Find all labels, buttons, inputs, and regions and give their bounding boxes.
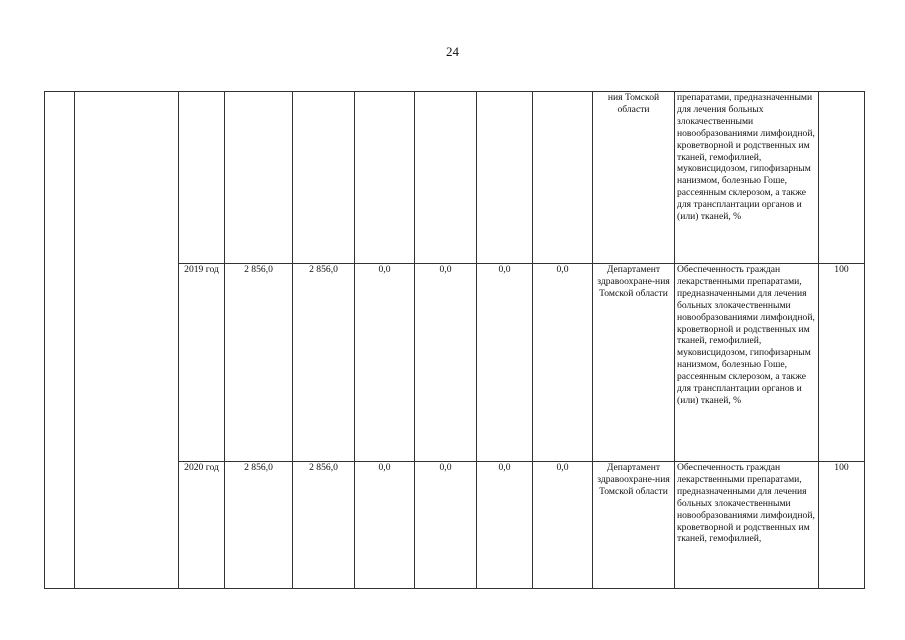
cell-year: 2020 год bbox=[179, 462, 225, 589]
cell-total: 2 856,0 bbox=[225, 462, 293, 589]
table-row bbox=[45, 92, 865, 264]
cell-local bbox=[415, 92, 477, 264]
cell-federal bbox=[293, 92, 355, 264]
cell-indicator: Обеспеченность граждан лекарственными препаратами, предназначенными для лечения больных злокачественными новообразованиями лимфоидной, кроветворной и родственных им тканей, гемофилией, bbox=[675, 462, 819, 589]
cell-value: 100 bbox=[819, 462, 865, 589]
cell-other bbox=[477, 92, 533, 264]
cell-extra: 0,0 bbox=[533, 462, 593, 589]
cell-number bbox=[45, 92, 75, 589]
cell-indicator: Обеспеченность граждан лекарственными препаратами, предназначенными для лечения больных злокачественными новообразованиями лимфоидной, кроветворной и родственных им тканей, гемофилией, муковисцидозом, гипофизарным нанизмом, болезнью Гоше, рассеянным склерозом, а также для трансплантации органов и (или) тканей, % bbox=[675, 264, 819, 462]
cell-extra: 0,0 bbox=[533, 264, 593, 462]
cell-total bbox=[225, 92, 293, 264]
cell-year bbox=[179, 92, 225, 264]
program-table bbox=[44, 91, 865, 589]
cell-indicator: препаратами, предназначенными для лечения больных злокачественными новообразованиями лимфоидной, кроветворной и родственных им тканей, гемофилией, муковисцидозом, гипофизарным нанизмом, болезнью Гоше, рассеянным склерозом, а также для трансплантации органов и (или) тканей, % bbox=[675, 92, 819, 264]
cell-value: 100 bbox=[819, 264, 865, 462]
cell-value bbox=[819, 92, 865, 264]
cell-regional: 0,0 bbox=[355, 462, 415, 589]
cell-local: 0,0 bbox=[415, 264, 477, 462]
cell-local: 0,0 bbox=[415, 462, 477, 589]
cell-executor: ния Томской области bbox=[593, 92, 675, 264]
cell-federal: 2 856,0 bbox=[293, 462, 355, 589]
cell-total: 2 856,0 bbox=[225, 264, 293, 462]
cell-regional: 0,0 bbox=[355, 264, 415, 462]
cell-regional bbox=[355, 92, 415, 264]
page-number: 24 bbox=[446, 44, 459, 59]
cell-other: 0,0 bbox=[477, 462, 533, 589]
cell-other: 0,0 bbox=[477, 264, 533, 462]
cell-extra bbox=[533, 92, 593, 264]
cell-executor: Департамент здравоохране-ния Томской области bbox=[593, 462, 675, 589]
cell-federal: 2 856,0 bbox=[293, 264, 355, 462]
cell-year: 2019 год bbox=[179, 264, 225, 462]
cell-executor: Департамент здравоохране-ния Томской области bbox=[593, 264, 675, 462]
cell-task-name bbox=[75, 92, 179, 589]
